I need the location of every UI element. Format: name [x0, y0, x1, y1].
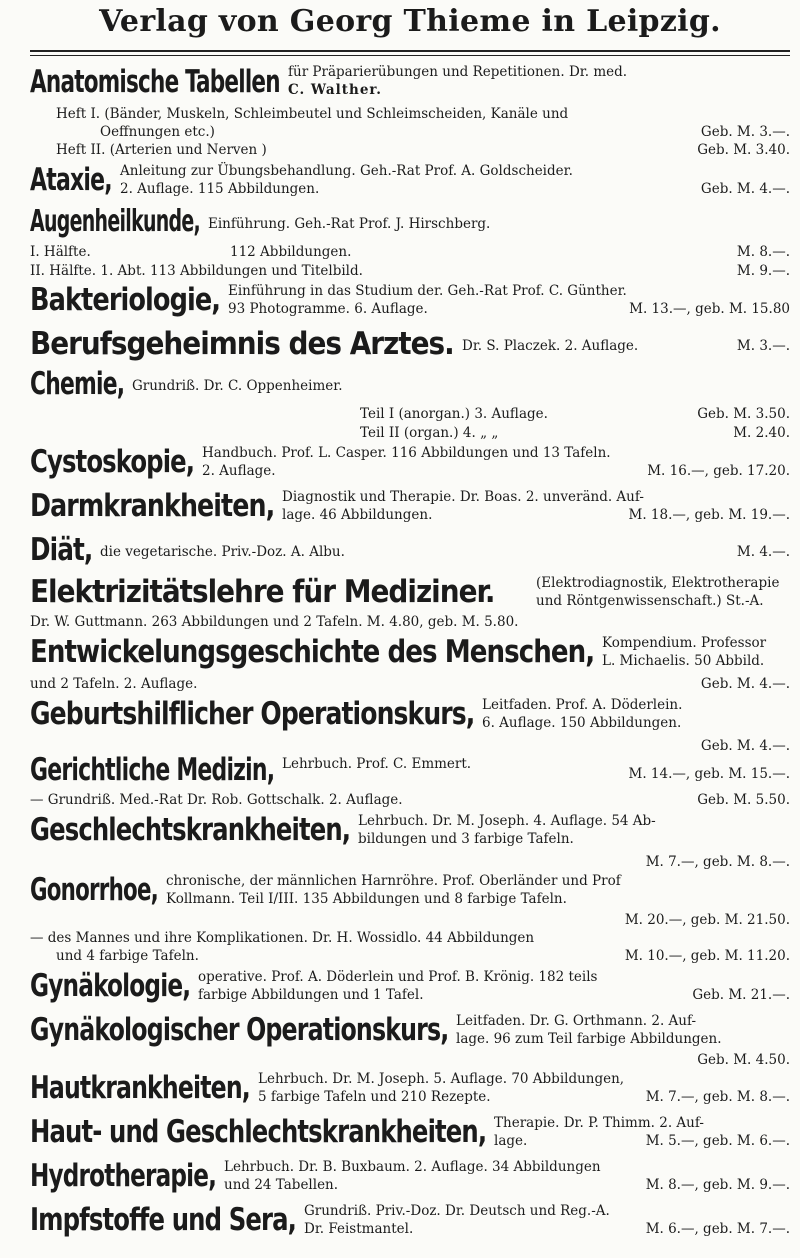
- entry-heading: Gynäkologischer Operationskurs,: [30, 1012, 449, 1048]
- entry-cystoskopie: [30, 444, 790, 482]
- anatomische-heft1: Heft I. (Bänder, Muskeln, Schleimbeutel und Schleimscheiden, Kanäle und: [56, 106, 569, 122]
- gynopkurs-price: Geb. M. 4.50.: [697, 1052, 790, 1068]
- entry-text: L. Michaelis. 50 Abbild.: [602, 653, 765, 669]
- entry-price: Geb. M. 21.—.: [692, 987, 790, 1003]
- entry-heading: Diät,: [30, 532, 93, 568]
- page-title: Verlag von Georg Thieme in Leipzig.: [99, 4, 721, 39]
- anatomische-heft1b: Oeffnungen etc.) Geb. M. 3.—.: [100, 124, 790, 140]
- entry-text: Dr. S. Placzek. 2. Auflage.: [462, 338, 639, 354]
- entry-text: 2. Auflage.: [202, 463, 276, 479]
- entry-heading: Geschlechtskrankheiten,: [30, 812, 351, 848]
- entry-text: lage. 46 Abbildungen.: [282, 507, 433, 523]
- entry-text: 6. Auflage. 150 Abbildungen.: [482, 715, 682, 731]
- entry-heading: Geburtshilflicher Operationskurs,: [30, 696, 475, 732]
- title-rule-thick: [30, 50, 790, 52]
- entry-augenheilkunde: [30, 204, 790, 240]
- entry-price: M. 5.—, geb. M. 6.—.: [645, 1133, 790, 1149]
- entry-heading: Gonorrhoe,: [30, 872, 159, 908]
- entry-text: Handbuch. Prof. L. Casper. 116 Abbildungen und 13 Tafeln.: [202, 445, 611, 461]
- entwickelung-line3: und 2 Tafeln. 2. Auflage. Geb. M. 4.—.: [30, 676, 790, 692]
- chemie-r1: Teil I (anorgan.) 3. Auflage. Geb. M. 3.50.: [360, 406, 790, 422]
- entry-author: C. Walther.: [288, 82, 382, 98]
- entry-text: für Präparierübungen und Repetitionen. Dr. med.: [288, 64, 628, 80]
- entry-hautkrankheiten: [30, 1070, 790, 1108]
- geburtshilf-price: Geb. M. 4.—.: [700, 738, 790, 754]
- entry-price: M. 4.—.: [736, 544, 790, 560]
- entry-text: Kollmann. Teil I/III. 135 Abbildungen und 8 farbige Tafeln.: [166, 891, 567, 907]
- entry-heading: Gerichtliche Medizin,: [30, 752, 275, 788]
- elektrizitaet-line3: Dr. W. Guttmann. 263 Abbildungen und 2 Tafeln. M. 4.80, geb. M. 5.80.: [30, 614, 519, 630]
- entry-gynaekologie: [30, 968, 790, 1006]
- entry-elektrizitaet: [30, 574, 790, 612]
- entry-text: Diagnostik und Therapie. Dr. Boas. 2. unveränd. Auf-: [282, 489, 644, 505]
- entry-text: operative. Prof. A. Döderlein und Prof. B. Krönig. 182 teils: [198, 969, 598, 985]
- entry-text: (Elektrodiagnostik, Elektrotherapie: [536, 575, 780, 591]
- entry-heading: Haut- und Geschlechtskrankheiten,: [30, 1114, 487, 1150]
- entry-gynopkurs: [30, 1012, 790, 1050]
- entry-anatomische: [30, 62, 790, 102]
- entry-text: 93 Photogramme. 6. Auflage.: [228, 301, 428, 317]
- entry-text: Lehrbuch. Dr. M. Joseph. 4. Auflage. 54 Ab-: [358, 813, 656, 829]
- entry-price: M. 13.—, geb. M. 15.80: [629, 301, 790, 317]
- entry-text: Lehrbuch. Prof. C. Emmert.: [282, 756, 472, 772]
- entry-impfstoffe: [30, 1202, 790, 1240]
- entry-heading: Hydrotherapie,: [30, 1158, 217, 1194]
- entry-gonorrhoe: [30, 872, 790, 910]
- entry-text: und Röntgenwissenschaft.) St.-A.: [536, 593, 764, 609]
- entry-price: M. 6.—, geb. M. 7.—.: [645, 1221, 790, 1237]
- entry-berufsgeheimnis: [30, 326, 790, 362]
- entry-ataxie: [30, 162, 790, 200]
- augen-r2: II. Hälfte. 1. Abt. 113 Abbildungen und Titelbild. M. 9.—.: [30, 263, 790, 279]
- entry-heading: Augenheilkunde,: [30, 204, 201, 239]
- entry-hydrotherapie: [30, 1158, 790, 1196]
- entry-heading: Chemie,: [30, 366, 125, 402]
- entry-price: M. 8.—, geb. M. 9.—.: [645, 1177, 790, 1193]
- entry-heading: Anatomische Tabellen: [30, 64, 280, 100]
- entry-chemie: [30, 366, 790, 402]
- entry-text: Therapie. Dr. P. Thimm. 2. Auf-: [494, 1115, 704, 1131]
- gonorrhoe-price1: M. 20.—, geb. M. 21.50.: [624, 912, 790, 928]
- entry-text: Lehrbuch. Dr. M. Joseph. 5. Auflage. 70 Abbildungen,: [258, 1071, 625, 1087]
- entry-bakteriologie: [30, 282, 790, 320]
- entry-text: 5 farbige Tafeln und 210 Rezepte.: [258, 1089, 491, 1105]
- title-rule-thin: [30, 55, 790, 56]
- entry-heading: Cystoskopie,: [30, 444, 195, 480]
- entry-price: M. 16.—, geb. 17.20.: [647, 463, 790, 479]
- entry-heading: Darmkrankheiten,: [30, 488, 275, 524]
- catalog-page: [30, 0, 790, 1258]
- entry-heading: Impfstoffe und Sera,: [30, 1202, 297, 1238]
- entry-gerichtliche: [30, 752, 790, 788]
- entry-price: M. 14.—, geb. M. 15.—.: [628, 766, 790, 782]
- augen-r1: I. Hälfte. 112 Abbildungen. M. 8.—.: [30, 244, 790, 260]
- chemie-r2: Teil II (organ.) 4. „ „ M. 2.40.: [360, 425, 790, 441]
- gonorrhoe-line3: — des Mannes und ihre Komplikationen. Dr. H. Wossidlo. 44 Abbildungen: [30, 930, 535, 946]
- entry-price: M. 7.—, geb. M. 8.—.: [645, 1089, 790, 1105]
- entry-heading: Hautkrankheiten,: [30, 1070, 250, 1106]
- entry-text: Einführung in das Studium der. Geh.-Rat Prof. C. Günther.: [228, 283, 627, 299]
- entry-text: farbige Abbildungen und 1 Tafel.: [198, 987, 424, 1003]
- entry-text: lage. 96 zum Teil farbige Abbildungen.: [456, 1031, 722, 1047]
- entry-diaet: [30, 532, 790, 568]
- entry-heading: Entwickelungsgeschichte des Menschen,: [30, 634, 595, 670]
- gonorrhoe-line4: und 4 farbige Tafeln. M. 10.—, geb. M. 11.20.: [56, 948, 790, 964]
- entry-entwickelung: [30, 634, 790, 672]
- entry-price: M. 18.—, geb. M. 19.—.: [628, 507, 790, 523]
- anatomische-heft2: Heft II. (Arterien und Nerven ) Geb. M. 3.40.: [56, 142, 790, 158]
- entry-heading: Bakteriologie,: [30, 282, 221, 318]
- entry-heading: Elektrizitätslehre für Mediziner.: [30, 574, 495, 610]
- entry-geschlechts: [30, 812, 790, 850]
- entry-darmkrankheiten: [30, 488, 790, 526]
- entry-text: die vegetarische. Priv.-Doz. A. Albu.: [100, 544, 345, 560]
- entry-heading: Berufsgeheimnis des Arztes.: [30, 326, 454, 362]
- entry-text: bildungen und 3 farbige Tafeln.: [358, 831, 574, 847]
- entry-price: Geb. M. 4.—.: [700, 181, 790, 197]
- entry-geburtshilf: [30, 696, 790, 734]
- entry-price: M. 3.—.: [736, 338, 790, 354]
- entry-text: Leitfaden. Prof. A. Döderlein.: [482, 697, 683, 713]
- entry-text: Dr. Feistmantel.: [304, 1221, 414, 1237]
- entry-heading: Ataxie,: [30, 162, 112, 198]
- entry-text: Grundriß. Priv.-Doz. Dr. Deutsch und Reg.-A.: [304, 1203, 610, 1219]
- entry-text: Einführung. Geh.-Rat Prof. J. Hirschberg.: [208, 216, 491, 232]
- entry-text: Grundriß. Dr. C. Oppenheimer.: [132, 378, 343, 394]
- entry-text: 2. Auflage. 115 Abbildungen.: [120, 181, 320, 197]
- entry-text: Lehrbuch. Dr. B. Buxbaum. 2. Auflage. 34 Abbildungen: [224, 1159, 601, 1175]
- entry-hautgeschlecht: [30, 1114, 790, 1152]
- entry-text: Anleitung zur Übungsbehandlung. Geh.-Rat Prof. A. Goldscheider.: [120, 163, 573, 179]
- entry-heading: Gynäkologie,: [30, 968, 191, 1004]
- geschlechts-price: M. 7.—, geb. M. 8.—.: [645, 854, 790, 870]
- entry-text: Leitfaden. Dr. G. Orthmann. 2. Auf-: [456, 1013, 697, 1029]
- gerichtliche-line2: — Grundriß. Med.-Rat Dr. Rob. Gottschalk. 2. Auflage. Geb. M. 5.50.: [30, 792, 790, 808]
- entry-text: und 24 Tabellen.: [224, 1177, 339, 1193]
- entry-text: lage.: [494, 1133, 528, 1149]
- entry-text: Kompendium. Professor: [602, 635, 767, 651]
- entry-text: chronische, der männlichen Harnröhre. Prof. Oberländer und Prof: [166, 873, 621, 889]
